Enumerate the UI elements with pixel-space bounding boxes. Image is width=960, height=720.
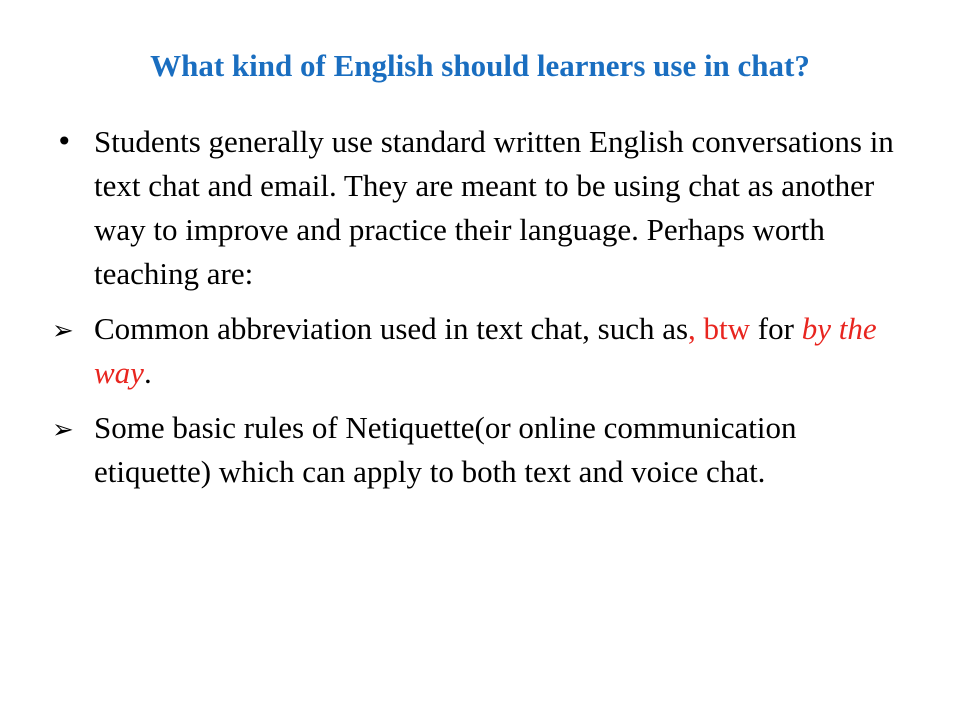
abbreviation-example: , btw	[688, 311, 751, 346]
bullet-list	[48, 120, 898, 505]
list-item	[48, 120, 898, 296]
list-item	[48, 307, 898, 395]
list-item-text-middle: for	[750, 311, 802, 346]
list-item-text: Common abbreviation used in text chat, such as	[94, 311, 689, 346]
list-item	[48, 406, 898, 494]
list-item-text-end: .	[143, 355, 152, 390]
arrow-bullet-icon: ➢	[52, 316, 74, 346]
list-item-text: Students generally use standard written English conversations in text chat and email. They are meant to be using chat as another way to improve and practice their language. Perhaps worth teaching are:	[94, 124, 894, 291]
list-item-text: Some basic rules of Netiquette(or online communication etiquette) which can apply to both text and voice chat.	[94, 410, 797, 489]
arrow-bullet-icon: ➢	[52, 415, 74, 445]
abbreviation-meaning: by the way	[94, 311, 877, 390]
bullet-icon: •	[56, 125, 73, 158]
slide-title: What kind of English should learners use in chat?	[150, 48, 810, 83]
